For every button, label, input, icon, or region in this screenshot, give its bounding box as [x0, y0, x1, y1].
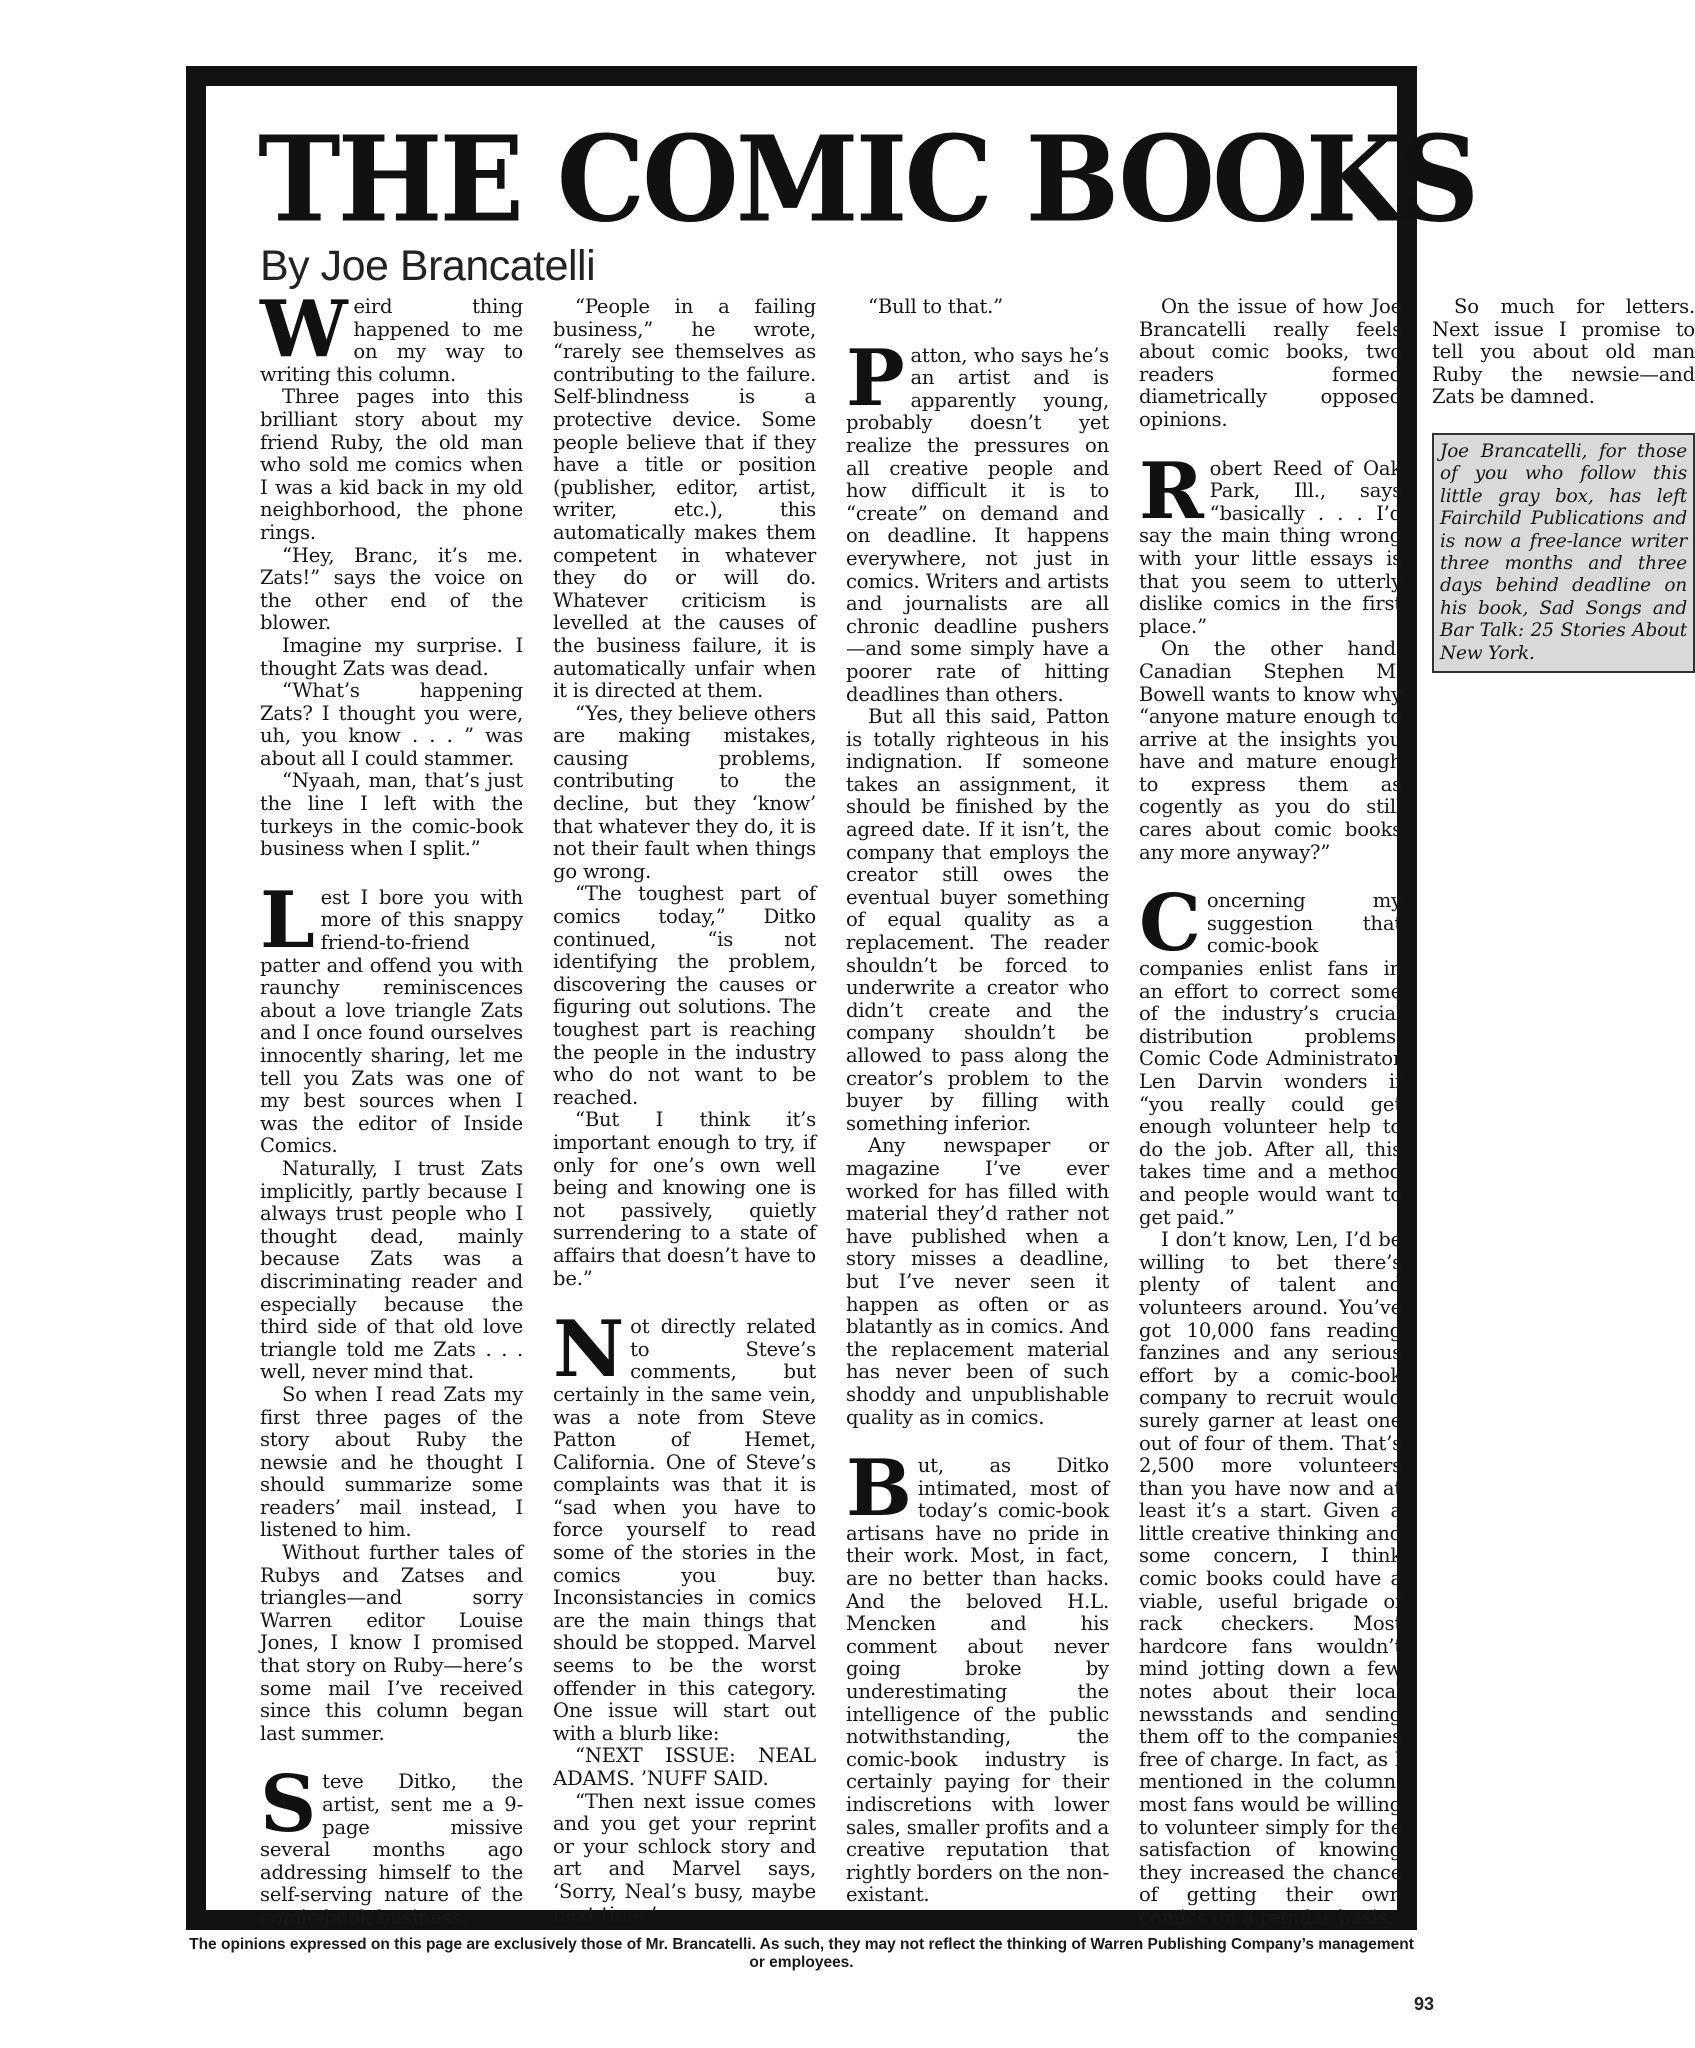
article-paragraph — [1139, 296, 1402, 432]
article-paragraph — [260, 545, 523, 635]
paragraph-text: So when I read Zats my first three pages of the story about Ruby the newsie and he thought I should summarize some readers’ mail instead, I listened to him. — [260, 1382, 523, 1542]
article-paragraph — [260, 680, 523, 770]
paragraph-text: est I bore you with more of this snappy friend-to-friend patter and offend you with raunchy reminiscences about a love triangle Zats and I once found ourselves innocently sharing, let me tell you Zats was one of my best sources when I was the editor of Inside Comics. — [260, 885, 523, 1158]
article-frame — [186, 66, 1695, 1930]
paragraph-text: Imagine my surprise. I thought Zats was dead. — [260, 633, 523, 680]
article-paragraph — [260, 635, 523, 680]
paragraph-text: “NEXT ISSUE: NEAL ADAMS. ’NUFF SAID. — [553, 1744, 816, 1790]
paragraph-text: Without further tales of Rubys and Zatses and triangles—and sorry Warren editor Louise Jones, I know I promised that story on Ruby—here’s some mail I’ve received since this column began last summer. — [260, 1541, 523, 1745]
article-paragraph — [1139, 1229, 1402, 1929]
paragraph-text: atton, who says he’s an artist and is apparently young, probably doesn’t yet realize the pressures on all creative people and how difficult it is to “create” on demand and on deadline. It happens everywhere, not just in comics. Writers and artists and journalists are all chronic deadline pushers—and some simply have a poorer rate of hitting deadlines than others. — [846, 343, 1109, 706]
paragraph-text: ot directly related to Steve’s comments, but certainly in the same vein, was a note from Steve Patton of Hemet, California. One of Steve’s complaints was that it is “sad when you have to force yourself to read some of the stories in the comics you buy. Inconsistancies in comics are the main things that should be stopped. Marvel seems to be the worst offender in this category. One issue will start out with a blurb like: — [553, 1315, 816, 1745]
paragraph-text: On the issue of how Joe Brancatelli really feels about comic books, two readers formed diametrically opposed opinions. — [1139, 295, 1402, 431]
article-paragraph — [1139, 445, 1402, 639]
article-paragraph — [1139, 638, 1402, 864]
paragraph-text: Naturally, I trust Zats implicitly, partly because I always trust people who I thought dead, mainly because Zats was a discriminating reader and especially because the third side of that old love triangle told me Zats . . . well, never mind that. — [260, 1156, 523, 1384]
article-paragraph — [260, 770, 523, 860]
paragraph-text: oncerning my suggestion that comic-book companies enlist fans in an effort to correct some of the industry’s crucial distribution problems, Comic Code Administrator Len Darvin wonders if “you really could get enough volunteer help to do the job. After all, this takes time and a method and people would want to get paid.” — [1139, 889, 1402, 1229]
drop-cap: L — [260, 874, 315, 966]
paragraph-text: ut, as Ditko intimated, most of today’s comic-book artisans have no pride in their work. Most, in fact, are no better than hacks. And the beloved H.L. Mencken and his comment about never going broke by underestimating the intelligence of the public notwithstanding, the comic-book industry is certainly paying for their indiscretions with lower sales, smaller profits and a creative reputation that rightly borders on the non-existant. — [846, 1454, 1109, 1907]
paragraph-text: “People in a failing business,” he wrote, “rarely see themselves as contributing to the failure. Self-blindness is a protective device. Some people believe that if they have a title or position (publisher, editor, artist, writer, etc.), this automatically makes them competent in whatever they do or will do. Whatever criticism is levelled at the causes of the business failure, it is automatically unfair when it is directed at them. — [553, 295, 816, 703]
paragraph-text: “Yes, they believe others are making mistakes, causing problems, contributing to the decline, but they ‘know’ that whatever they do, it is not their fault when things go wrong. — [553, 701, 816, 883]
article-paragraph — [1139, 878, 1402, 1229]
paragraph-text: obert Reed of Oak Park, Ill., says “basically . . . I’d say the main thing wrong with your little essays is that you seem to utterly dislike comics in the first place.” — [1139, 456, 1402, 638]
paragraph-text: “What’s happening Zats? I thought you were, uh, you know . . . ” was about all I could stammer. — [260, 679, 523, 770]
drop-cap: S — [260, 1759, 317, 1851]
paragraph-text: “Bull to that.” — [868, 295, 1003, 318]
article-paragraph — [553, 296, 816, 703]
article-paragraph — [553, 883, 816, 1109]
author-bio-text: Joe Brancatelli, for those of you who follow this little gray box, has left Fairchild Publications and is now a free-lance writer three months and three days behind deadline on his book, Sad Songs and Bar Talk: 25 Stories About New York. — [1440, 440, 1687, 664]
disclaimer: The opinions expressed on this page are exclusively those of Mr. Brancatelli. As such, they may not reflect the thinking of Warren Publishing Company’s management or employees. — [189, 1936, 1414, 1971]
paragraph-text: “The toughest part of comics today,” Ditko continued, “is not identifying the problem, discovering the causes or figuring out solutions. The toughest part is reaching the people in the industry who do not want to be reached. — [553, 882, 816, 1109]
article-paragraph — [553, 1791, 816, 1927]
paragraph-text: “But I think it’s important enough to try, if only for one’s own well being and knowing one is not passively, quietly surrendering to a state of affairs that doesn’t have to be.” — [553, 1108, 816, 1290]
article-paragraph — [260, 1158, 523, 1384]
article-paragraph — [260, 1384, 523, 1542]
article-paragraph — [846, 1135, 1109, 1429]
drop-cap: P — [846, 332, 905, 424]
paragraph-text: eird thing happened to me on my way to writing this column. — [260, 295, 523, 386]
page-number: 93 — [1414, 1994, 1435, 2014]
article-paragraph — [846, 1443, 1109, 1907]
drop-cap: W — [260, 284, 348, 375]
paragraph-text: Any newspaper or magazine I’ve ever worked for has filled with material they’d rather not have published when a story misses a deadline, but I’ve never seen it happen as often or as blatantly as in comics. And the replacement material has never been of such shoddy and unpublishable quality as in comics. — [846, 1134, 1109, 1429]
article-paragraph — [846, 296, 1109, 319]
paragraph-text: “Nyaah, man, that’s just the line I left with the turkeys in the comic-book business when I split.” — [260, 769, 523, 861]
article-paragraph — [260, 386, 523, 544]
article-paragraph — [553, 1109, 816, 1290]
drop-cap: B — [846, 1443, 912, 1535]
article-paragraph — [846, 706, 1109, 1135]
paragraph-text: On the other hand, Canadian Stephen M. Bowell wants to know why “anyone mature enough to arrive at the insights you have and mature enough to express them as cogently as you do still cares about comic books any more anyway?” — [1139, 637, 1402, 864]
byline: By Joe Brancatelli — [260, 242, 596, 290]
paragraph-text: Three pages into this brilliant story about my friend Ruby, the old man who sold me comics when I was a kid back in my old neighborhood, the phone rings. — [260, 385, 523, 544]
article-body — [260, 284, 1695, 1936]
paragraph-text: “Hey, Branc, it’s me. Zats!” says the voice on the other end of the blower. — [260, 543, 523, 635]
article-paragraph — [1432, 296, 1695, 409]
paragraph-text: So much for letters. Next issue I promise to tell you about old man Ruby the newsie—and Zats be damned. — [1432, 295, 1695, 409]
article-paragraph — [260, 874, 523, 1158]
paragraph-text: “Then next issue comes and you get your reprint or your schlock story and art and Marvel says, ‘Sorry, Neal’s busy, maybe next time.’ — [553, 1789, 816, 1926]
article-paragraph — [553, 703, 816, 884]
article-paragraph — [260, 1542, 523, 1745]
paragraph-text: teve Ditko, the artist, sent me a 9-page missive several months ago addressing himself to the self-serving nature of the comic-book business. — [260, 1770, 523, 1929]
drop-cap: N — [553, 1304, 625, 1396]
article-title: THE COMIC BOOKS — [258, 111, 1477, 250]
drop-cap: C — [1139, 878, 1201, 970]
article-paragraph — [846, 332, 1109, 707]
article-paragraph — [553, 1745, 816, 1790]
author-bio-box — [1432, 433, 1695, 673]
article-paragraph — [553, 1304, 816, 1745]
article-paragraph — [260, 1759, 523, 1929]
drop-cap: R — [1139, 445, 1204, 537]
paragraph-text: I don’t know, Len, I’d be willing to bet there’s plenty of talent and volunteers around. You’ve got 10,000 fans reading fanzines and any serious effort by a comic-book company to recruit would surely garner at least one out of four of them. That’s 2,500 more volunteers than you have now and at least it’s a start. Given a little creative thinking and some concern, I think comic books could have a viable, useful brigade of rack checkers. Most hardcore fans wouldn’t mind jotting down a few notes about their local newsstands and sending them off to the companies free of charge. In fact, as I mentioned in the column, most fans would be willing to volunteer simply for the satisfaction of knowing they increased the chance of getting their own comics on a regular basis. — [1139, 1228, 1402, 1929]
paragraph-text: But all this said, Patton is totally righteous in his indignation. If someone takes an assignment, it should be finished by the agreed date. If it isn’t, the company that employs the creator still owes the eventual buyer something of equal quality as a replacement. The reader shouldn’t be forced to underwrite a creator who didn’t create and the company shouldn’t be allowed to pass along the creator’s problem to the buyer by filling with something inferior. — [846, 705, 1109, 1135]
article-paragraph — [260, 284, 523, 386]
